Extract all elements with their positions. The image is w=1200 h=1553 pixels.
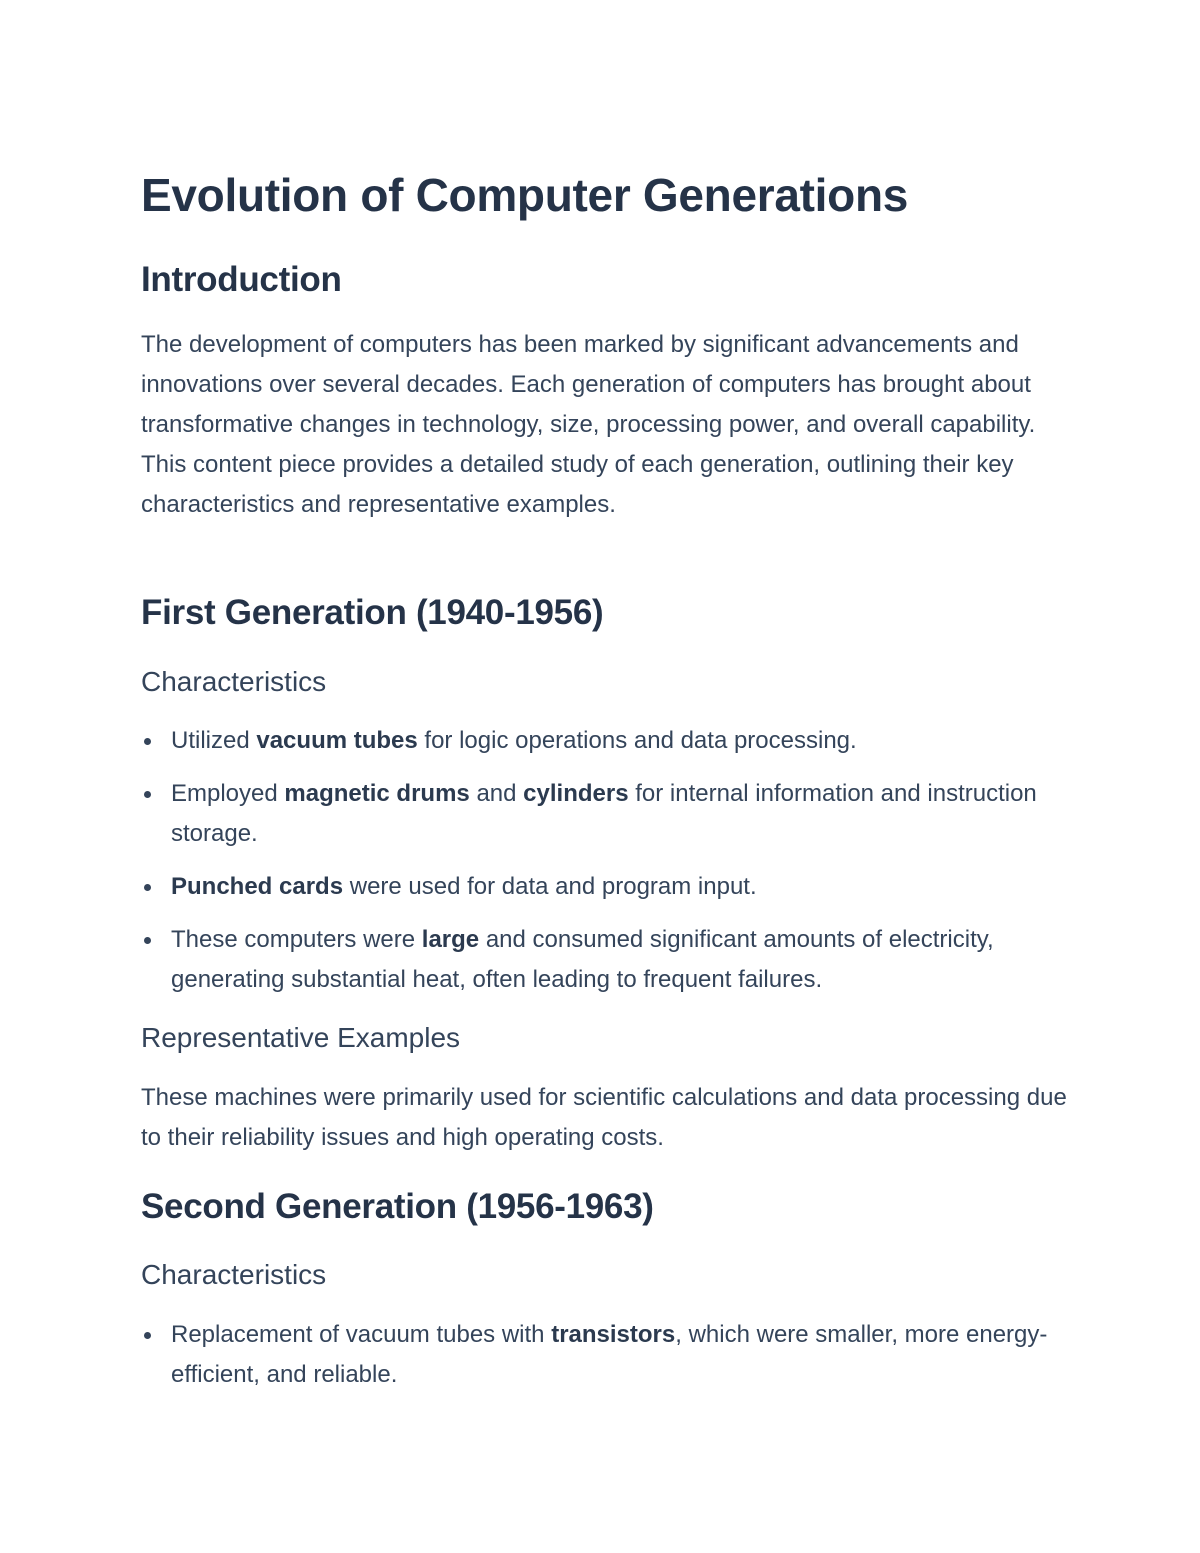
list-item: These computers were large and consumed significant amounts of electricity, generating substantial heat, often leading to frequent failures.: [141, 920, 1071, 1000]
introduction-paragraph: The development of computers has been marked by significant advancements and innovations over several decades. Each generation of computers has brought about transformative changes in technology, size, processing power, and overall capability. This content piece provides a detailed study of each generation, outlining their key characteristics and representative examples.: [141, 331, 1036, 518]
introduction-heading: Introduction: [141, 260, 342, 299]
first-generation-heading: First Generation (1940-1956): [141, 593, 604, 632]
second-generation-characteristics-heading: Characteristics: [141, 1259, 327, 1290]
first-generation-examples-paragraph: These machines were primarily used for scientific calculations and data processing due to their reliability issues and high operating costs.: [141, 1084, 1067, 1151]
list-item: Replacement of vacuum tubes with transistors, which were smaller, more energy-efficient, and reliable.: [141, 1315, 1071, 1395]
first-generation-characteristics-heading: Characteristics: [141, 666, 327, 697]
list-item: Punched cards were used for data and program input.: [141, 867, 1071, 907]
first-generation-examples-heading: Representative Examples: [141, 1022, 461, 1053]
list-item: Utilized vacuum tubes for logic operations and data processing.: [141, 721, 1071, 761]
list-item: Employed magnetic drums and cylinders for internal information and instruction storage.: [141, 774, 1071, 854]
second-generation-heading: Second Generation (1956-1963): [141, 1187, 654, 1226]
page-title: Evolution of Computer Generations: [141, 169, 909, 221]
first-generation-characteristics-list: [141, 721, 1071, 1013]
second-generation-characteristics-list: [141, 1315, 1071, 1408]
